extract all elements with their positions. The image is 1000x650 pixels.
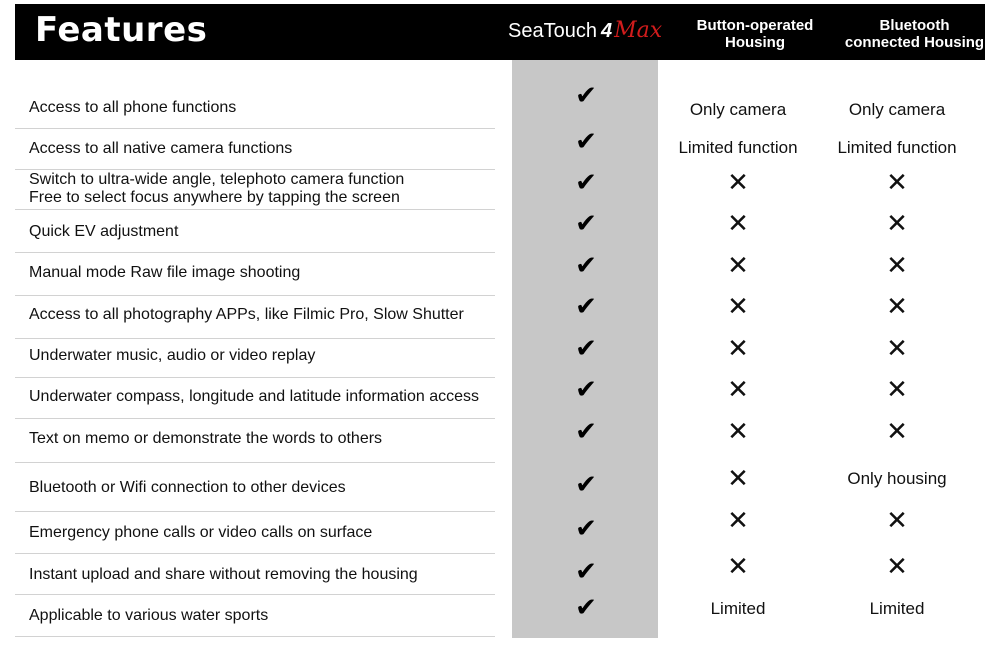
- brand-name: SeaTouch: [508, 20, 597, 42]
- feature-text: Access to all photography APPs, like Filmic Pro, Slow Shutter: [29, 306, 464, 323]
- feature-label: [29, 524, 509, 542]
- feature-label: [29, 264, 509, 282]
- cross-icon: ✕: [886, 333, 908, 363]
- check-icon: ✔: [575, 592, 597, 622]
- feature-text: Instant upload and share without removing the housing: [29, 566, 418, 583]
- row-divider: [15, 594, 495, 595]
- cross-icon: ✕: [727, 208, 749, 238]
- feature-label: [29, 388, 509, 406]
- check-icon: ✔: [575, 291, 597, 321]
- feature-text: Access to all phone functions: [29, 99, 237, 116]
- check-icon: ✔: [575, 208, 597, 238]
- cross-icon: ✕: [727, 374, 749, 404]
- cross-icon: ✕: [886, 291, 908, 321]
- check-icon: ✔: [575, 250, 597, 280]
- column-header-line: connected Housing: [844, 34, 985, 51]
- support-value: Only housing: [847, 469, 947, 488]
- cross-icon: ✕: [727, 416, 749, 446]
- support-value: Only camera: [689, 100, 787, 119]
- support-value: Limited: [710, 599, 766, 618]
- column-header-line: Button-operated: [696, 17, 814, 34]
- feature-text: Emergency phone calls or video calls on surface: [29, 524, 373, 541]
- feature-text: Underwater compass, longitude and latitude information access: [29, 388, 480, 405]
- row-divider: [15, 295, 495, 296]
- row-divider: [15, 338, 495, 339]
- check-icon: ✔: [575, 416, 597, 446]
- feature-label: [29, 607, 509, 625]
- feature-text: Free to select focus anywhere by tapping the screen: [29, 189, 400, 206]
- check-icon: ✔: [575, 333, 597, 363]
- page-title: Features: [35, 10, 208, 50]
- row-divider: [15, 128, 495, 129]
- support-value: Limited function: [678, 138, 798, 157]
- cross-icon: ✕: [886, 416, 908, 446]
- row-divider: [15, 511, 495, 512]
- cross-icon: ✕: [727, 505, 749, 535]
- feature-text: Bluetooth or Wifi connection to other devices: [29, 479, 346, 496]
- check-icon: ✔: [575, 556, 597, 586]
- check-icon: ✔: [575, 513, 597, 543]
- feature-text: Quick EV adjustment: [29, 223, 179, 240]
- feature-text: Underwater music, audio or video replay: [29, 347, 316, 364]
- row-divider: [15, 418, 495, 419]
- check-icon: ✔: [575, 469, 597, 499]
- cross-icon: ✕: [886, 374, 908, 404]
- feature-label: [29, 140, 509, 158]
- column-header-line: Bluetooth: [879, 17, 950, 34]
- row-divider: [15, 462, 495, 463]
- row-divider: [15, 553, 495, 554]
- cross-icon: ✕: [727, 291, 749, 321]
- cross-icon: ✕: [886, 250, 908, 280]
- cross-icon: ✕: [727, 167, 749, 197]
- brand-number: 4: [600, 20, 613, 42]
- cross-icon: ✕: [886, 505, 908, 535]
- support-value: Limited function: [837, 138, 957, 157]
- check-icon: ✔: [575, 167, 597, 197]
- cross-icon: ✕: [727, 551, 749, 581]
- cross-icon: ✕: [727, 333, 749, 363]
- feature-text: Applicable to various water sports: [29, 607, 269, 624]
- feature-label: [29, 99, 509, 117]
- feature-label: [29, 306, 509, 324]
- row-divider: [15, 169, 495, 170]
- feature-text: Text on memo or demonstrate the words to others: [29, 430, 383, 447]
- feature-label: [29, 430, 509, 448]
- feature-label: [29, 347, 509, 365]
- feature-text: Access to all native camera functions: [29, 140, 293, 157]
- feature-text: Manual mode Raw file image shooting: [29, 264, 301, 281]
- feature-label: [29, 171, 509, 207]
- row-divider: [15, 252, 495, 253]
- check-icon: ✔: [575, 80, 597, 110]
- support-value: Limited: [869, 599, 925, 618]
- cross-icon: ✕: [886, 208, 908, 238]
- cross-icon: ✕: [727, 250, 749, 280]
- check-icon: ✔: [575, 126, 597, 156]
- cross-icon: ✕: [886, 167, 908, 197]
- row-divider: [15, 209, 495, 210]
- row-divider: [15, 377, 495, 378]
- cross-icon: ✕: [727, 463, 749, 493]
- row-divider: [15, 636, 495, 637]
- check-icon: ✔: [575, 374, 597, 404]
- feature-label: [29, 566, 509, 584]
- support-value: Only camera: [848, 100, 946, 119]
- column-header-line: Housing: [725, 34, 785, 51]
- feature-label: [29, 479, 509, 497]
- feature-label: [29, 223, 509, 241]
- feature-text: Switch to ultra-wide angle, telephoto camera function: [29, 171, 405, 188]
- brand-suffix: Max: [614, 18, 663, 43]
- cross-icon: ✕: [886, 551, 908, 581]
